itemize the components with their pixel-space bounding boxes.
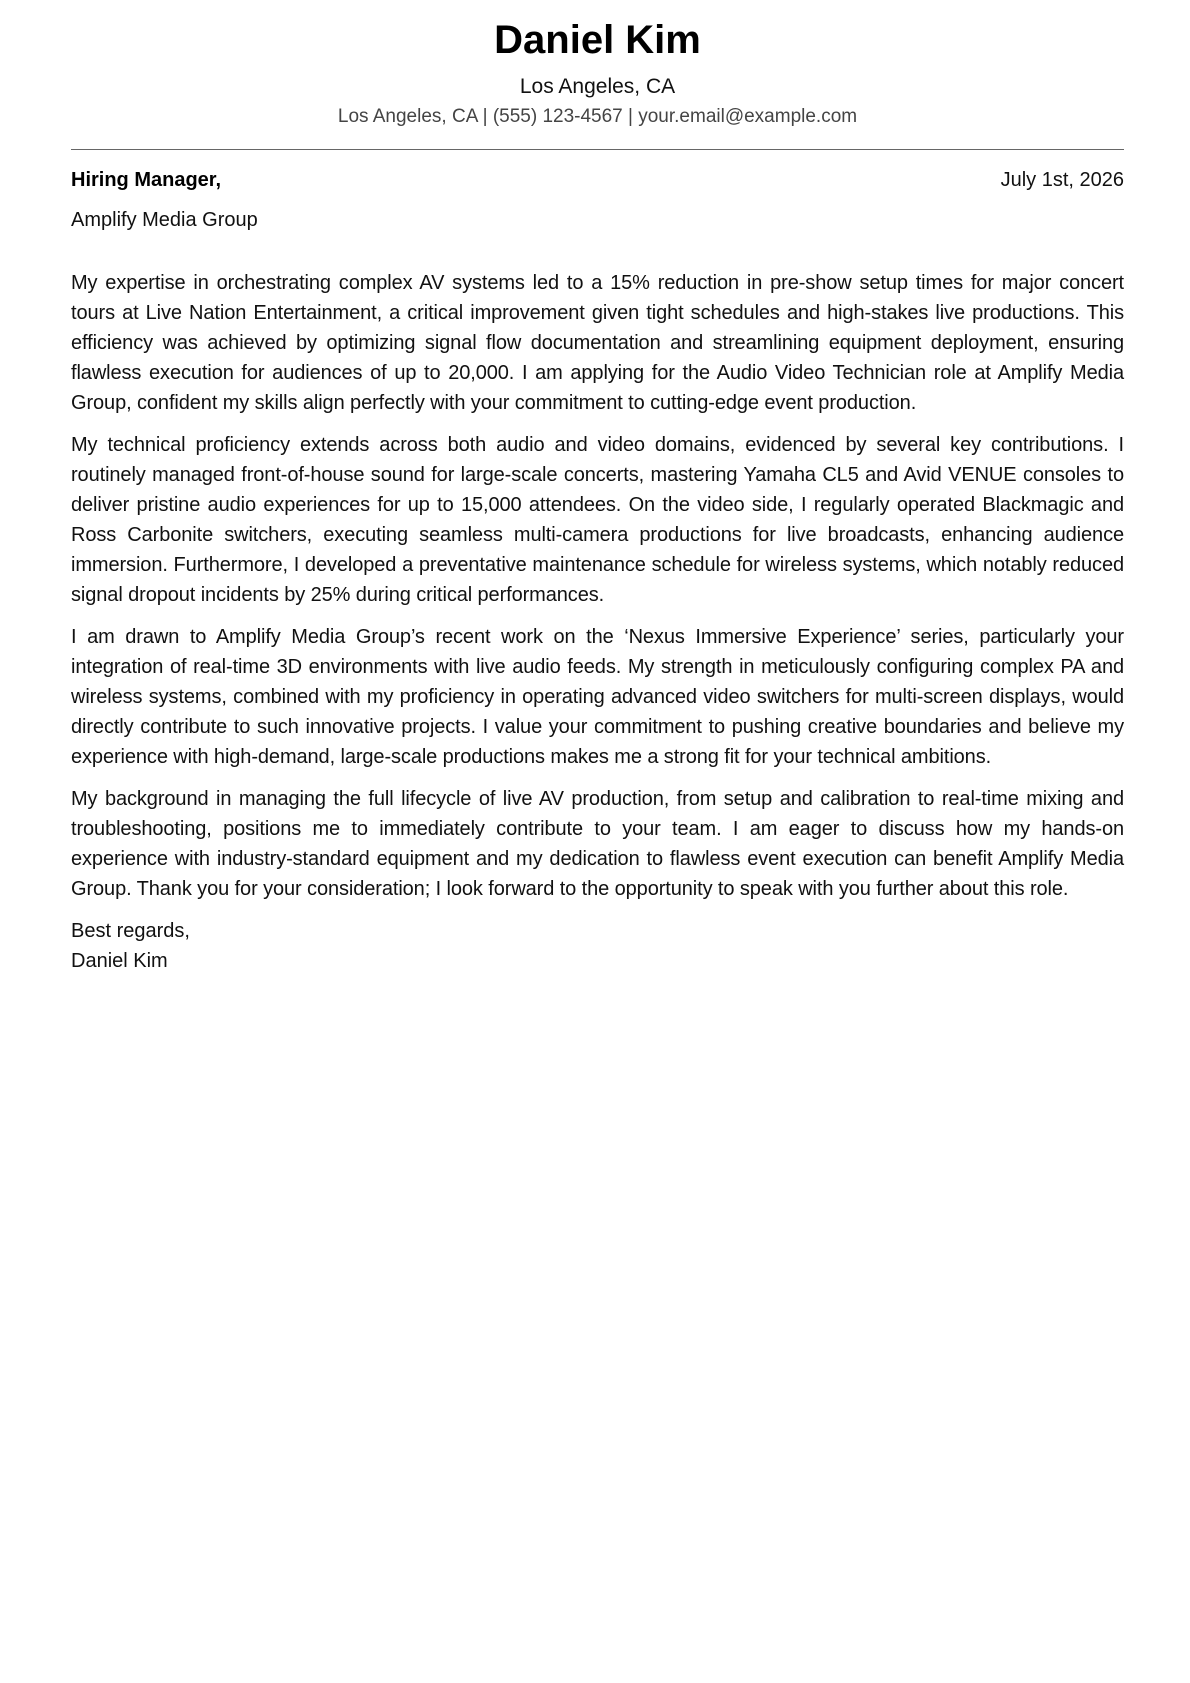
body-paragraph: I am drawn to Amplify Media Group’s recent work on the ‘Nexus Immersive Experience’ series, particularly your integration of real-time 3D environments with live audio feeds. My strength in meticulously configuring complex PA and wireless systems, combined with my proficiency in operating advanced video switchers for multi-screen displays, would directly contribute to such innovative projects. I value your commitment to pushing creative boundaries and believe my experience with high-demand, large-scale productions makes me a strong fit for your technical ambitions.	[71, 626, 1124, 768]
body-paragraph: My background in managing the full lifecycle of live AV production, from setup and calibration to real-time mixing and troubleshooting, positions me to immediately contribute to your team. I am eager to discuss how my hands-on experience with industry-standard equipment and my dedication to flawless event execution can benefit Amplify Media Group. Thank you for your consideration; I look forward to the opportunity to speak with you further about this role.	[71, 788, 1124, 900]
recipient-date-row	[71, 166, 1124, 194]
applicant-contact-line: Los Angeles, CA | (555) 123-4567 | your.email@example.com	[337, 106, 858, 127]
header-divider	[71, 149, 1124, 150]
cover-letter-page	[71, 0, 1124, 976]
body-paragraph: My expertise in orchestrating complex AV systems led to a 15% reduction in pre-show setup times for major concert tours at Live Nation Entertainment, a critical improvement given tight schedules and high-stakes live productions. This efficiency was achieved by optimizing signal flow documentation and streamlining equipment deployment, ensuring flawless execution for audiences of up to 20,000. I am applying for the Audio Video Technician role at Amplify Media Group, confident my skills align perfectly with your commitment to cutting-edge event production.	[71, 272, 1124, 414]
signature-name: Daniel Kim	[71, 950, 168, 972]
body-paragraph: My technical proficiency extends across both audio and video domains, evidenced by several key contributions. I routinely managed front-of-house sound for large-scale concerts, mastering Yamaha CL5 and Avid VENUE consoles to deliver pristine audio experiences for up to 15,000 attendees. On the video side, I regularly operated Blackmagic and Ross Carbonite switchers, executing seamless multi-camera productions for live broadcasts, enhancing audience immersion. Furthermore, I developed a preventative maintenance schedule for wireless systems, which notably reduced signal dropout incidents by 25% during critical performances.	[71, 434, 1124, 606]
letter-signoff	[71, 916, 1124, 976]
applicant-name: Daniel Kim	[494, 18, 701, 62]
closing-phrase: Best regards,	[71, 920, 190, 942]
recipient-salutation: Hiring Manager,	[71, 169, 222, 191]
letter-body	[71, 268, 1124, 904]
letter-date: July 1st, 2026	[1000, 169, 1124, 191]
letter-header	[71, 0, 1124, 130]
recipient-company: Amplify Media Group	[71, 209, 258, 231]
applicant-location: Los Angeles, CA	[519, 75, 676, 98]
